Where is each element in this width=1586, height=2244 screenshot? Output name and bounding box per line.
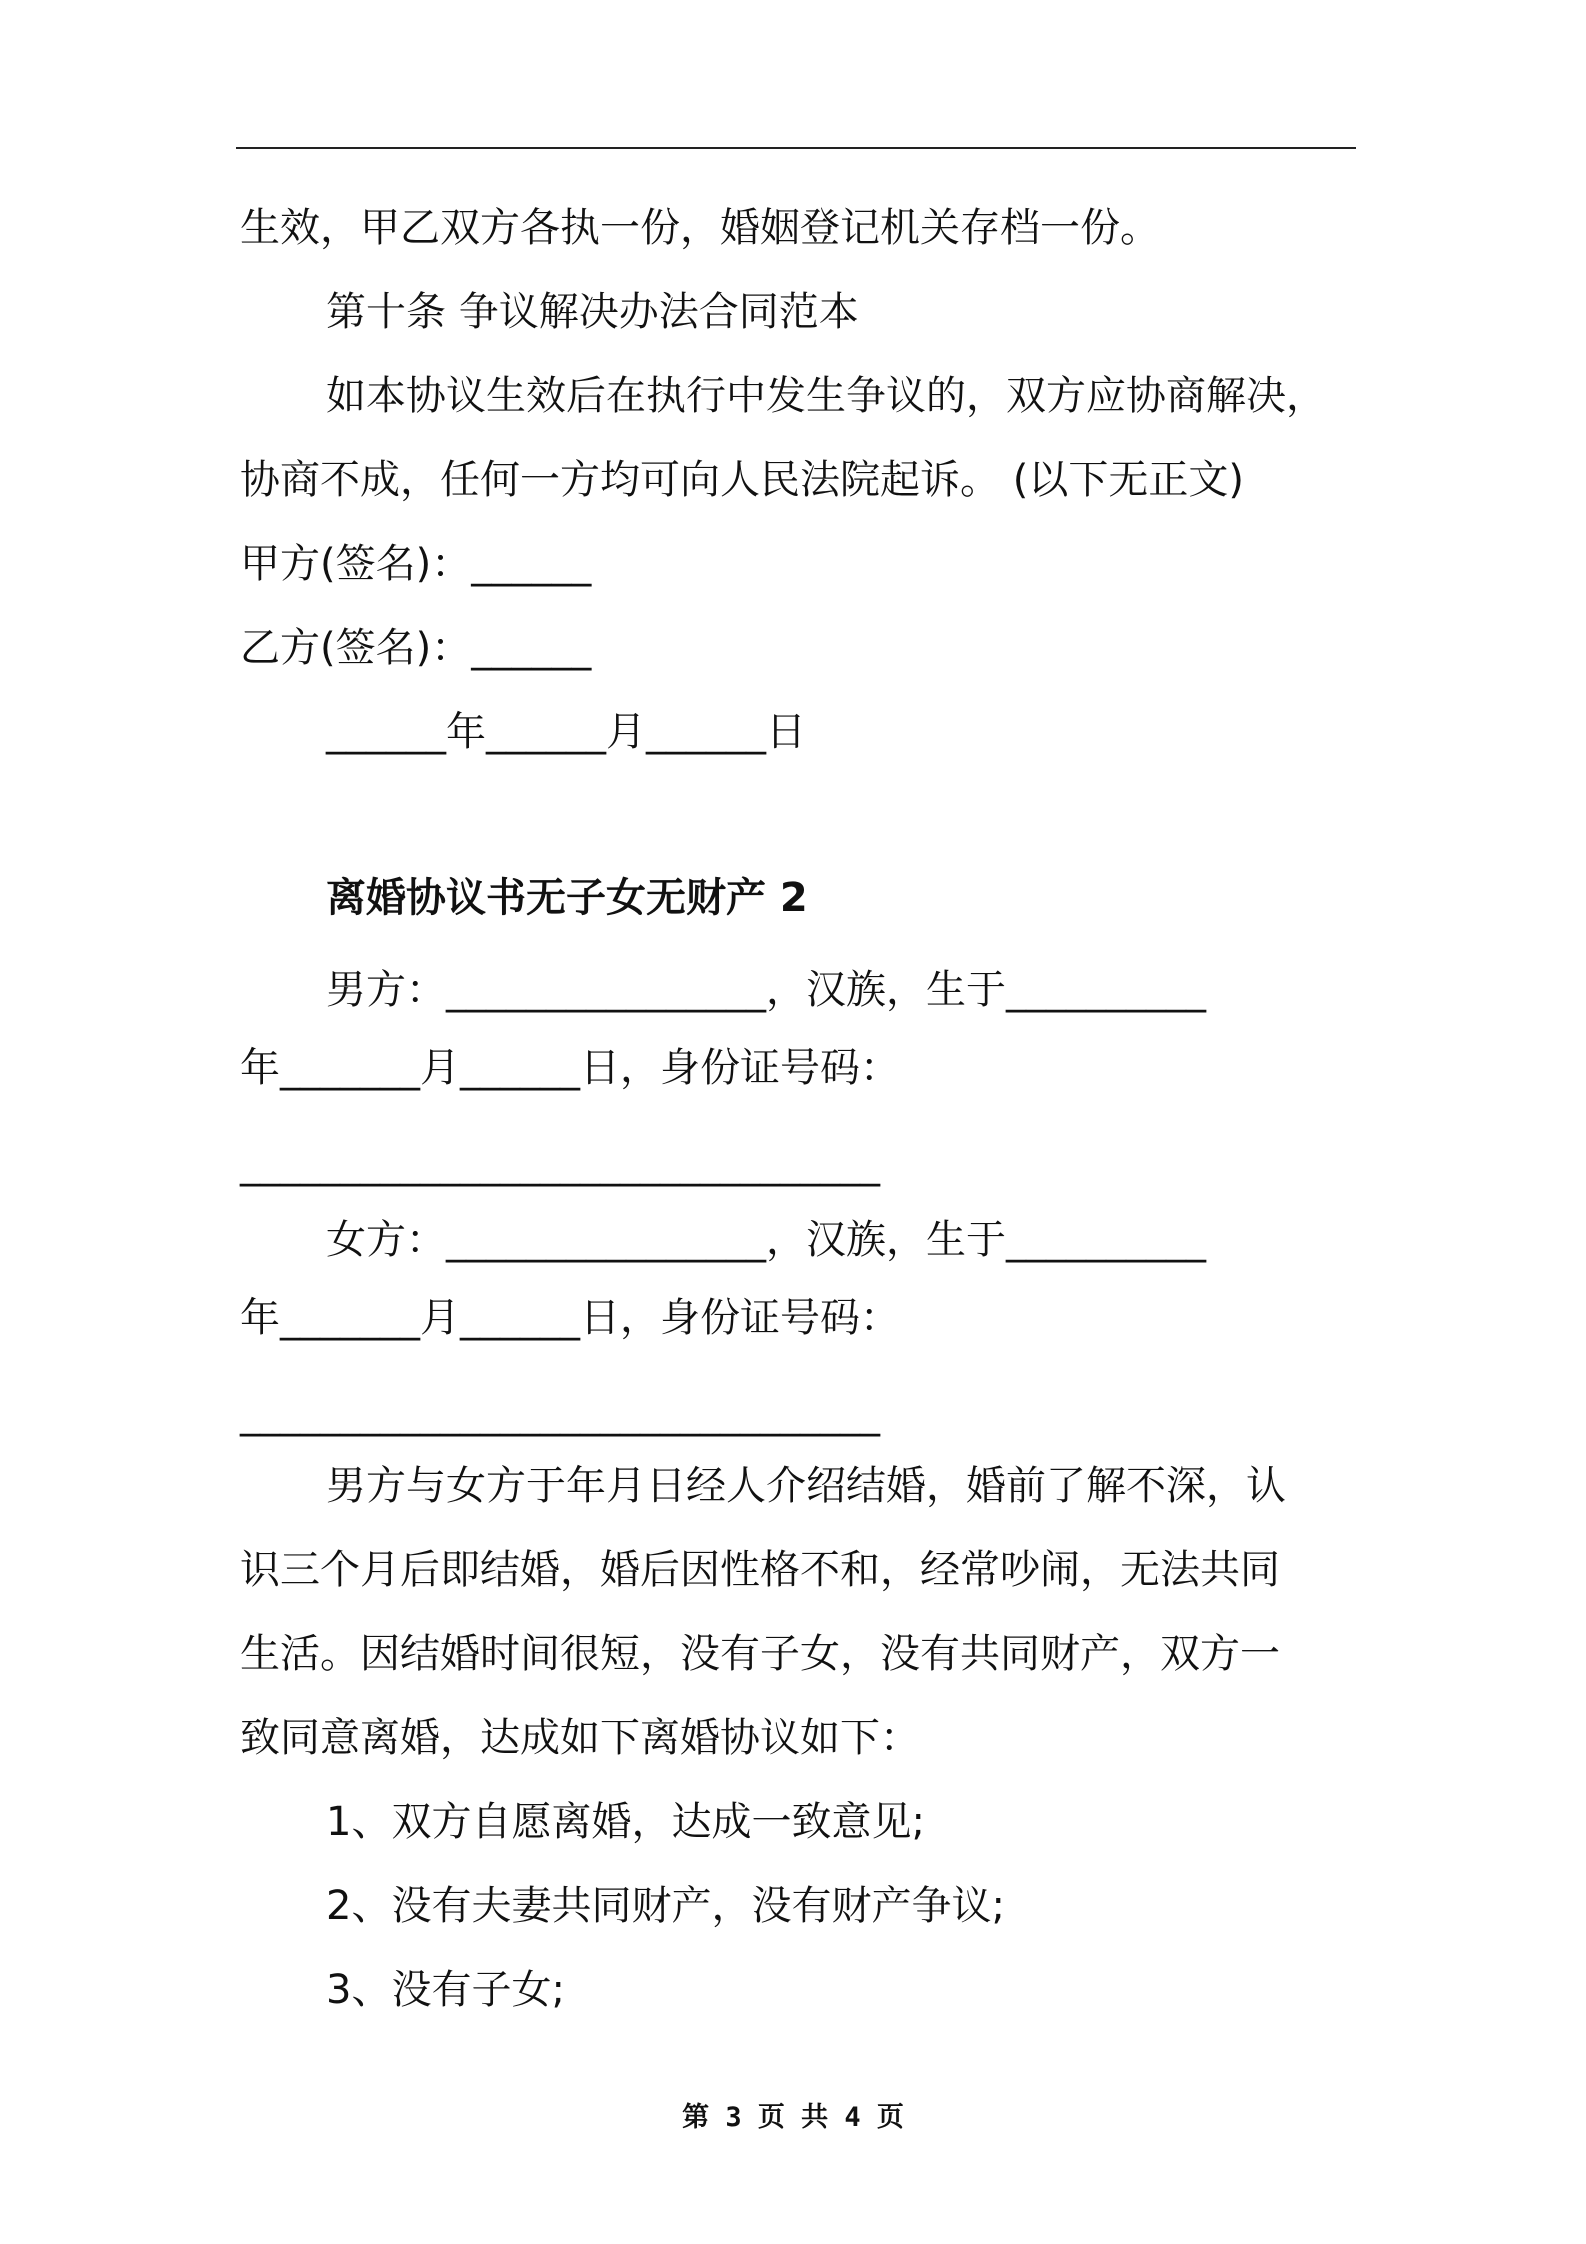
- female-birth-line: 年_______月______日，身份证号码：: [240, 1295, 900, 1341]
- female-info-line: 女方：________________，汉族，生于__________: [326, 1217, 1206, 1263]
- male-id-blank: ________________________________: [240, 1141, 880, 1187]
- article-heading: 第十条 争议解决办法合同范本: [326, 289, 859, 335]
- list-item: 2、没有夫妻共同财产，没有财产争议;: [326, 1883, 1005, 1929]
- list-item: 3、没有子女;: [326, 1967, 565, 2013]
- text-line: 如本协议生效后在执行中发生争议的，双方应协商解决，: [326, 373, 1326, 419]
- text-line: 男方与女方于年月日经人介绍结婚，婚前了解不深，认: [326, 1463, 1286, 1509]
- text-line: 生活。因结婚时间很短，没有子女，没有共同财产，双方一: [240, 1631, 1280, 1677]
- party-b-signature: 乙方(签名)：______: [240, 625, 592, 671]
- text-line: 致同意离婚，达成如下离婚协议如下：: [240, 1715, 920, 1761]
- section-title: 离婚协议书无子女无财产 2: [326, 875, 808, 921]
- male-info-line: 男方：________________，汉族，生于__________: [326, 967, 1206, 1013]
- list-item: 1、双方自愿离婚，达成一致意见;: [326, 1799, 925, 1845]
- header-rule: [236, 147, 1356, 149]
- date-line: ______年______月______日: [326, 709, 806, 755]
- party-a-signature: 甲方(签名)：______: [240, 541, 592, 587]
- male-birth-line: 年_______月______日，身份证号码：: [240, 1045, 900, 1091]
- text-line: 协商不成，任何一方均可向人民法院起诉。 (以下无正文): [240, 457, 1244, 503]
- text-line: 识三个月后即结婚，婚后因性格不和，经常吵闹，无法共同: [240, 1547, 1280, 1593]
- page-number: 第 3 页 共 4 页: [682, 2102, 904, 2133]
- text-line: 生效，甲乙双方各执一份，婚姻登记机关存档一份。: [240, 205, 1160, 251]
- female-id-blank: ________________________________: [240, 1391, 880, 1437]
